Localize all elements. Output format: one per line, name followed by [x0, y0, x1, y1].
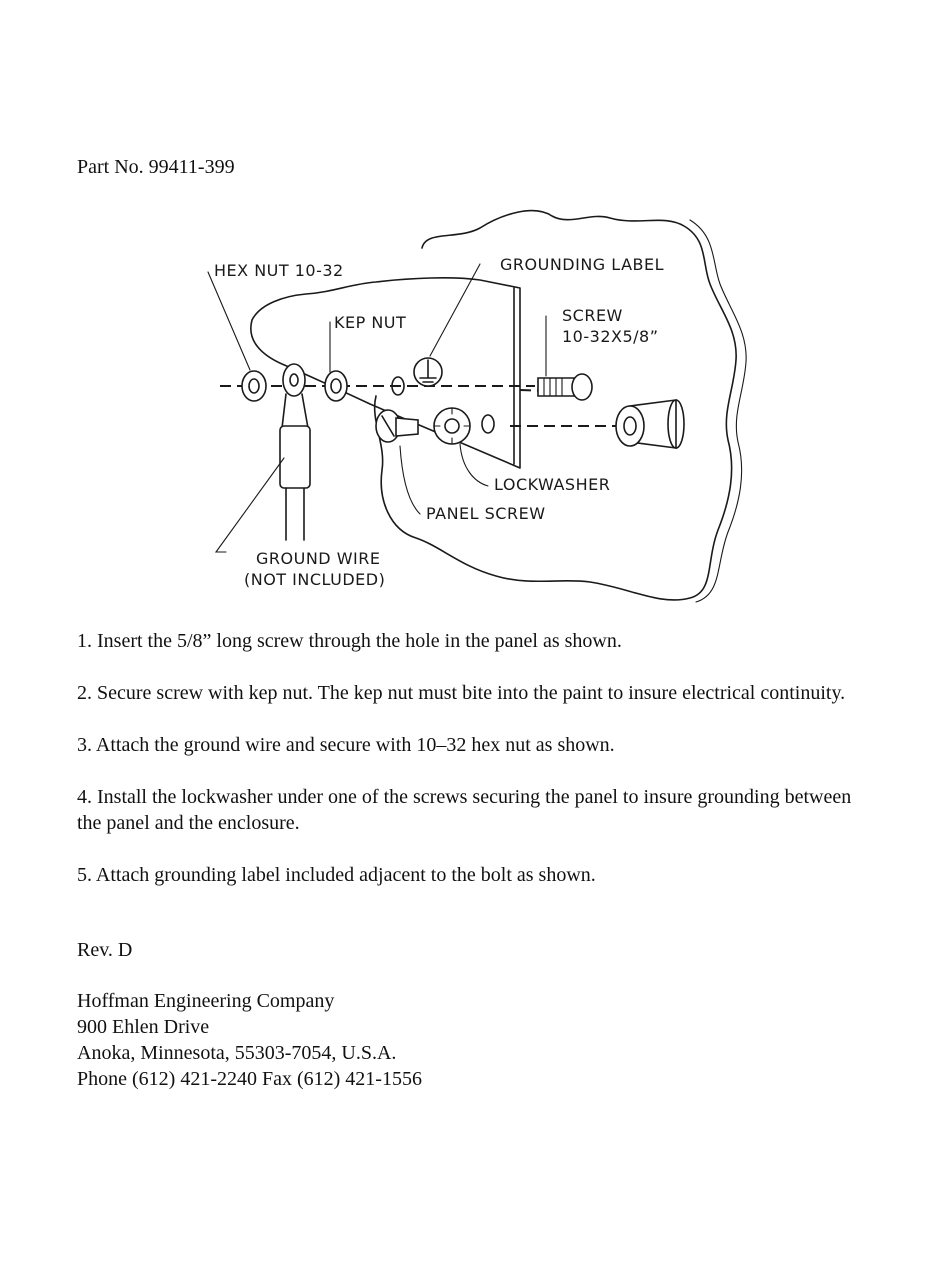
- label-grounding-label: GROUNDING LABEL: [500, 255, 665, 274]
- company-city: Anoka, Minnesota, 55303-7054, U.S.A.: [77, 1042, 397, 1064]
- leader-ground-wire: [216, 458, 284, 552]
- screw-part: [538, 374, 592, 400]
- instruction-steps: [77, 628, 877, 914]
- label-panel-screw: PANEL SCREW: [426, 504, 546, 523]
- panel-screw-part: [376, 410, 418, 442]
- company-name: Hoffman Engineering Company: [77, 990, 335, 1012]
- instruction-step-3: 3. Attach the ground wire and secure with 10–32 hex nut as shown.: [77, 734, 615, 756]
- instruction-step-2: 2. Secure screw with kep nut. The kep nut must bite into the paint to insure electrical continuity.: [77, 682, 846, 704]
- label-hex-nut: HEX NUT 10-32: [214, 261, 344, 280]
- instruction-step-4: 4. Install the lockwasher under one of the screws securing the panel to insure grounding between the panel and the enclosure.: [77, 786, 852, 834]
- label-ground-wire-line1: GROUND WIRE: [256, 549, 381, 568]
- lockwasher-part: [434, 408, 494, 444]
- company-phone-fax: Phone (612) 421-2240 Fax (612) 421-1556: [77, 1068, 422, 1090]
- part-number: Part No. 99411-399: [77, 156, 235, 178]
- label-screw-line2: 10-32X5/8”: [562, 327, 659, 346]
- ground-wire-part: [280, 364, 310, 540]
- leader-hex-nut: [208, 272, 250, 370]
- hex-nut-part: [242, 371, 266, 401]
- instruction-step-1: 1. Insert the 5/8” long screw through the hole in the panel as shown.: [77, 630, 622, 652]
- standoff-part: [616, 400, 684, 448]
- revision: Rev. D: [77, 939, 133, 961]
- leader-lockwasher: [460, 444, 488, 486]
- label-ground-wire-line2: (NOT INCLUDED): [244, 570, 386, 589]
- company-address: [77, 988, 422, 1092]
- grounding-label-part: [414, 358, 442, 386]
- diagram-drawing: [190, 200, 770, 610]
- label-kep-nut: KEP NUT: [334, 313, 407, 332]
- instruction-step-5: 5. Attach grounding label included adjacent to the bolt as shown.: [77, 864, 596, 886]
- label-screw-line1: SCREW: [562, 306, 623, 325]
- enclosure-edge: [690, 220, 746, 602]
- grounding-kit-diagram: [190, 200, 770, 610]
- company-street: 900 Ehlen Drive: [77, 1016, 210, 1038]
- leader-panel-screw: [400, 446, 420, 514]
- label-lockwasher: LOCKWASHER: [494, 475, 611, 494]
